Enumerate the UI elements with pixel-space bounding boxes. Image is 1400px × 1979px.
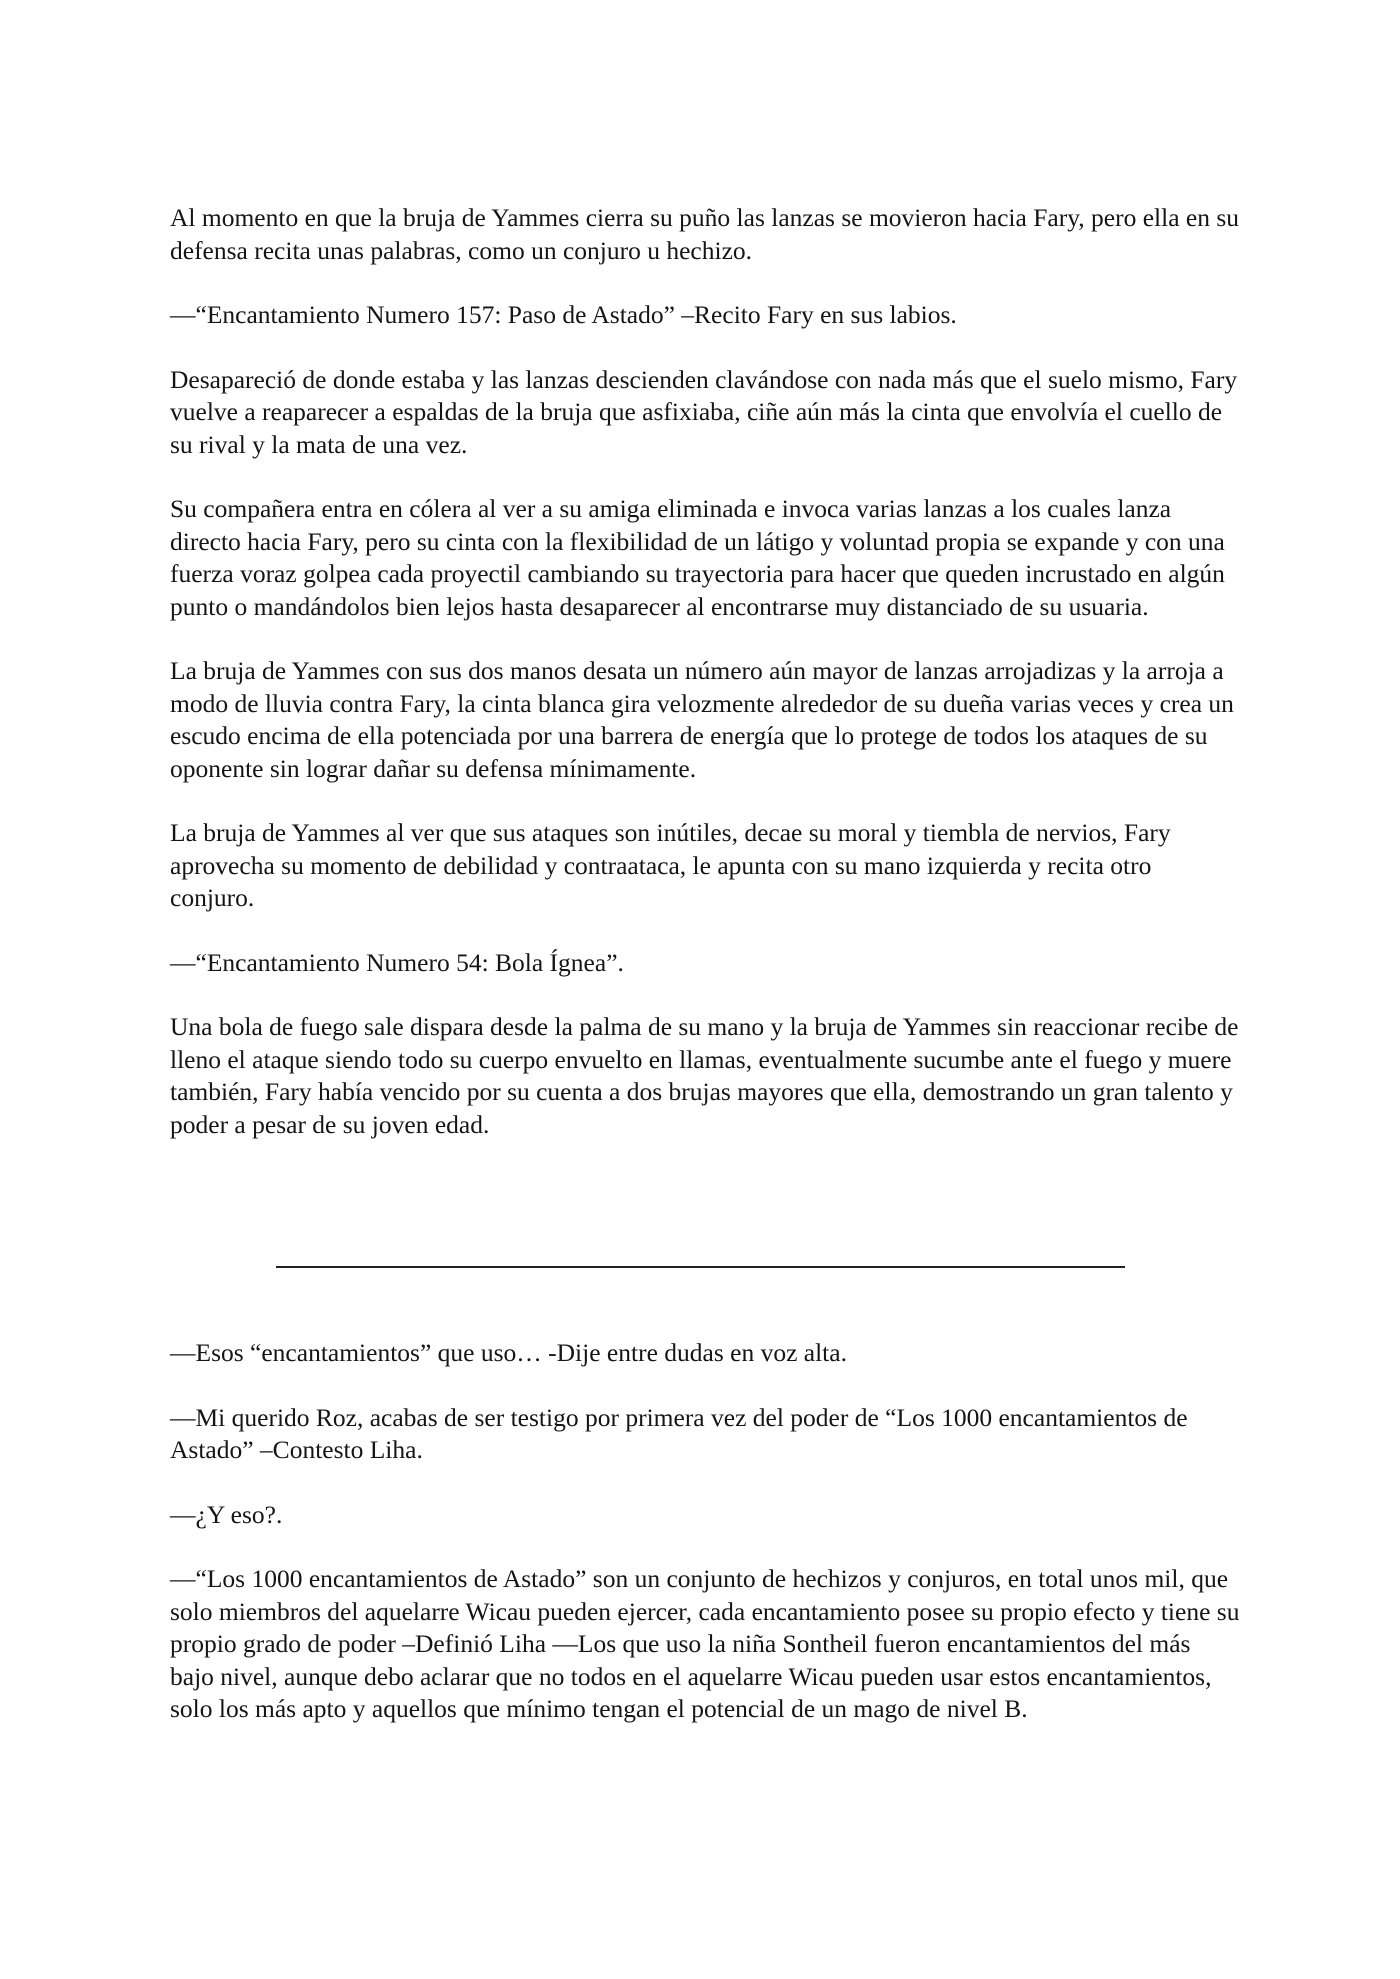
section-divider <box>276 1266 1125 1268</box>
text-section-before-divider <box>170 202 1240 1141</box>
paragraph: Desapareció de donde estaba y las lanzas descienden clavándose con nada más que el suelo mismo, Fary vuelve a reaparecer a espaldas de la bruja que asfixiaba, ciñe aún más la cinta que envolvía el cuello de su rival y la mata de una vez. <box>170 364 1238 459</box>
dialogue-line: —“Encantamiento Numero 157: Paso de Astado” –Recito Fary en sus labios. <box>170 300 957 329</box>
paragraph: Al momento en que la bruja de Yammes cierra su puño las lanzas se movieron hacia Fary, pero ella en su defensa recita unas palabras, como un conjuro u hechizo. <box>170 203 1240 265</box>
dialogue-line: —Mi querido Roz, acabas de ser testigo por primera vez del poder de “Los 1000 encantamientos de Astado” –Contesto Liha. <box>170 1402 1188 1464</box>
dialogue-line: —“Encantamiento Numero 54: Bola Ígnea”. <box>170 947 624 977</box>
dialogue-line: —Esos “encantamientos” que uso… -Dije entre dudas en voz alta. <box>170 1338 847 1367</box>
dialogue-line: —“Los 1000 encantamientos de Astado” son un conjunto de hechizos y conjuros, en total unos mil, que solo miembros del aquelarre Wicau pueden ejercer, cada encantamiento posee su propio efecto y tiene su propio grado de poder –Definió Liha —Los que uso la niña Sontheil fueron encantamientos del más bajo nivel, aunque debo aclarar que no todos en el aquelarre Wicau pueden usar estos encantamientos, solo los más apto y aquellos que mínimo tengan el potencial de un mago de nivel B. <box>170 1564 1240 1723</box>
dialogue-line: —¿Y eso?. <box>170 1499 283 1529</box>
paragraph: Una bola de fuego sale dispara desde la palma de su mano y la bruja de Yammes sin reaccionar recibe de lleno el ataque siendo todo su cuerpo envuelto en llamas, eventualmente sucumbe ante el fuego y muere también, Fary había vencido por su cuenta a dos brujas mayores que ella, demostrando un gran talento y poder a pesar de su joven edad. <box>170 1012 1239 1139</box>
paragraph: La bruja de Yammes con sus dos manos desata un número aún mayor de lanzas arrojadizas y la arroja a modo de lluvia contra Fary, la cinta blanca gira velozmente alrededor de su dueña varias veces y crea un escudo encima de ella potenciada por una barrera de energía que lo protege de todos los ataques de su oponente sin lograr dañar su defensa mínimamente. <box>170 656 1234 783</box>
text-section-after-divider <box>170 1337 1240 1726</box>
paragraph: La bruja de Yammes al ver que sus ataques son inútiles, decae su moral y tiembla de nervios, Fary aprovecha su momento de debilidad y contraataca, le apunta con su mano izquierda y recita otro conjuro. <box>170 818 1171 912</box>
paragraph: Su compañera entra en cólera al ver a su amiga eliminada e invoca varias lanzas a los cuales lanza directo hacia Fary, pero su cinta con la flexibilidad de un látigo y voluntad propia se expande y con una fuerza voraz golpea cada proyectil cambiando su trayectoria para hacer que queden incrustado en algún punto o mandándolos bien lejos hasta desaparecer al encontrarse muy distanciado de su usuaria. <box>170 494 1225 621</box>
